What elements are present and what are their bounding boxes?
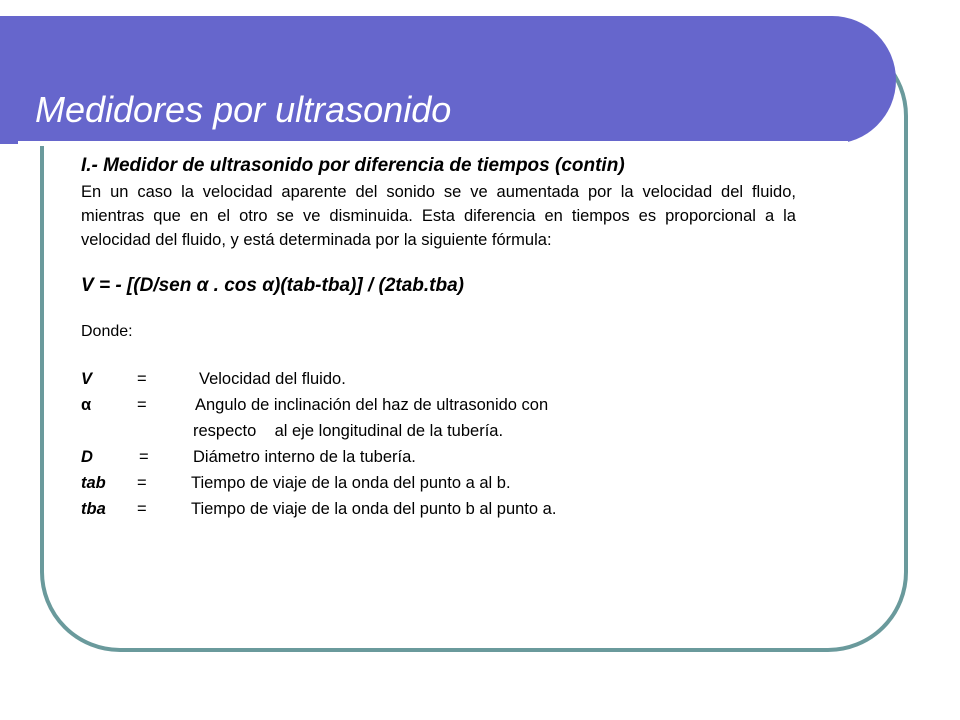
definition-row	[81, 392, 796, 418]
definition-symbol: tab	[81, 474, 106, 492]
definition-row	[81, 366, 796, 392]
title-underline	[18, 141, 848, 146]
definition-description: Diámetro interno de la tubería.	[193, 448, 416, 466]
definition-symbol: tba	[81, 500, 106, 518]
section-heading: I.- Medidor de ultrasonido por diferencia de tiempos (contin)	[81, 155, 625, 176]
definition-symbol: V	[81, 370, 93, 388]
definition-row	[81, 444, 796, 470]
definition-equals: =	[137, 396, 147, 414]
slide-content	[81, 154, 796, 522]
definition-row	[81, 470, 796, 496]
definition-equals: =	[137, 370, 147, 388]
definition-equals: =	[137, 474, 147, 492]
definition-row	[81, 418, 796, 444]
definitions-list	[81, 366, 796, 522]
definition-description-continued: respecto al eje longitudinal de la tubería.	[193, 422, 504, 440]
donde-label: Donde:	[81, 323, 133, 340]
definition-row	[81, 496, 796, 522]
definition-equals: =	[137, 500, 147, 518]
definition-equals: =	[139, 448, 149, 466]
definition-symbol: D	[81, 448, 93, 466]
body-paragraph: En un caso la velocidad aparente del sonido se ve aumentada por la velocidad del fluido, mientras que en el otro se ve disminuida. Esta diferencia en tiempos es proporcional a la velocidad del fluido, y está determinada por la siguiente fórmula:	[81, 183, 796, 249]
definition-symbol: α	[81, 396, 92, 414]
slide-title: Medidores por ultrasonido	[35, 89, 452, 130]
title-bar	[0, 16, 896, 144]
definition-description: Velocidad del fluido.	[199, 370, 346, 388]
formula: V = - [(D/sen α . cos α)(tab-tba)] / (2tab.tba)	[81, 275, 464, 296]
definition-description: Tiempo de viaje de la onda del punto b al punto a.	[191, 500, 557, 518]
definition-description: Tiempo de viaje de la onda del punto a al b.	[191, 474, 511, 492]
definition-description: Angulo de inclinación del haz de ultrasonido con	[195, 396, 549, 414]
